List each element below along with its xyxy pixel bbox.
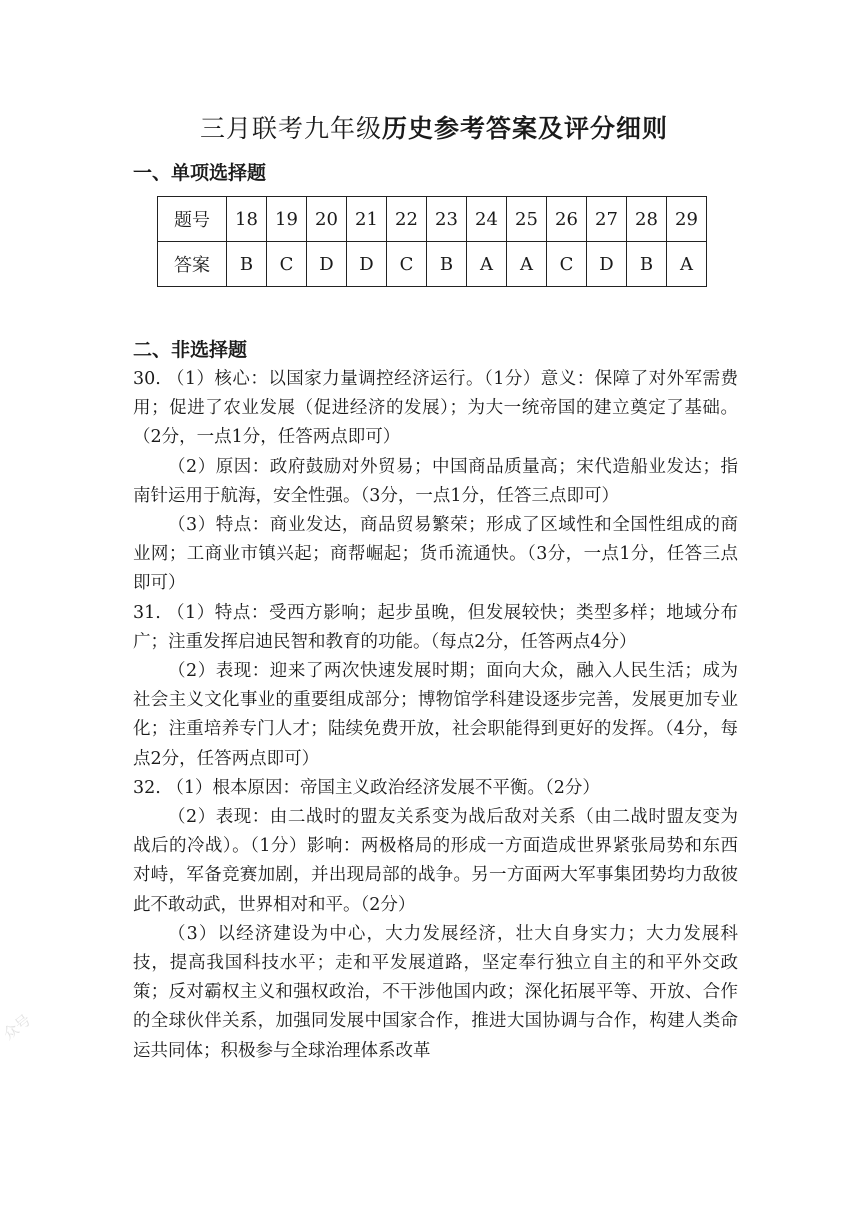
answer-paragraph-32-1: 32. （1）根本原因：帝国主义政治经济发展不平衡。（2分）	[133, 777, 600, 798]
answer-cell: B	[427, 242, 467, 287]
watermark: 众号	[0, 1010, 35, 1044]
table-row	[158, 242, 707, 287]
answer-paragraph-30-2: （2）原因：政府鼓励对外贸易；中国商品质量高；宋代造船业发达；指南针运用于航海，安全性强。（3分，一点1分，任答三点即可）	[133, 456, 738, 506]
answer-cell: C	[387, 242, 427, 287]
answer-paragraph-30-1: 30. （1）核心：以国家力量调控经济运行。（1分）意义：保障了对外军需费用；促进了农业发展（促进经济的发展）；为大一统帝国的建立奠定了基础。（2分，一点1分，任答两点即可）	[133, 369, 738, 448]
answer-paragraph-31-1: 31. （1）特点：受西方影响；起步虽晚，但发展较快；类型多样；地域分布广；注重发挥启迪民智和教育的功能。（每点2分，任答两点4分）	[133, 602, 738, 652]
answer-cell: B	[227, 242, 267, 287]
page-title	[0, 112, 868, 146]
question-number: 22	[387, 197, 427, 242]
question-number: 26	[547, 197, 587, 242]
answer-cell: B	[627, 242, 667, 287]
answer-cell: D	[347, 242, 387, 287]
row-label-number: 题号	[158, 197, 227, 242]
question-number: 19	[267, 197, 307, 242]
question-number: 23	[427, 197, 467, 242]
answer-cell: A	[667, 242, 707, 287]
question-number: 28	[627, 197, 667, 242]
section1-heading: 一、单项选择题	[133, 162, 267, 184]
answer-cell: C	[267, 242, 307, 287]
section2-heading: 二、非选择题	[133, 339, 248, 361]
question-number: 24	[467, 197, 507, 242]
answer-cell: A	[507, 242, 547, 287]
title-bold: 历史参考答案及评分细则	[382, 114, 669, 143]
row-label-answer: 答案	[158, 242, 227, 287]
question-number: 18	[227, 197, 267, 242]
answer-cell: D	[307, 242, 347, 287]
answer-table	[157, 196, 707, 287]
answer-body	[133, 365, 738, 1066]
answer-paragraph-32-2: （2）表现：由二战时的盟友关系变为战后敌对关系（由二战时盟友变为战后的冷战）。（1分）影响：两极格局的形成一方面造成世界紧张局势和东西对峙，军备竞赛加剧，并出现局部的战争。另一方面两大军事集团势均力敌彼此不敢动武，世界相对和平。（2分）	[133, 807, 738, 915]
table-row	[158, 197, 707, 242]
answer-paragraph-31-2: （2）表现：迎来了两次快速发展时期；面向大众，融入人民生活；成为社会主义文化事业的重要组成部分；博物馆学科建设逐步完善，发展更加专业化；注重培养专门人才；陆续免费开放，社会职能得到更好的发挥。（4分，每点2分，任答两点即可）	[133, 661, 738, 769]
title-normal: 三月联考九年级	[199, 114, 382, 143]
answer-cell: D	[587, 242, 627, 287]
question-number: 29	[667, 197, 707, 242]
question-number: 25	[507, 197, 547, 242]
question-number: 20	[307, 197, 347, 242]
question-number: 27	[587, 197, 627, 242]
answer-paragraph-32-3: （3）以经济建设为中心，大力发展经济，壮大自身实力；大力发展科技，提高我国科技水平；走和平发展道路，坚定奉行独立自主的和平外交政策；反对霸权主义和强权政治，不干涉他国内政；深化拓展平等、开放、合作的全球伙伴关系，加强同发展中国家合作，推进大国协调与合作，构建人类命运共同体；积极参与全球治理体系改革	[133, 923, 738, 1061]
answer-paragraph-30-3: （3）特点：商业发达，商品贸易繁荣；形成了区域性和全国性组成的商业网；工商业市镇兴起；商帮崛起；货币流通快。（3分，一点1分，任答三点即可）	[133, 515, 738, 594]
answer-cell: A	[467, 242, 507, 287]
answer-cell: C	[547, 242, 587, 287]
question-number: 21	[347, 197, 387, 242]
